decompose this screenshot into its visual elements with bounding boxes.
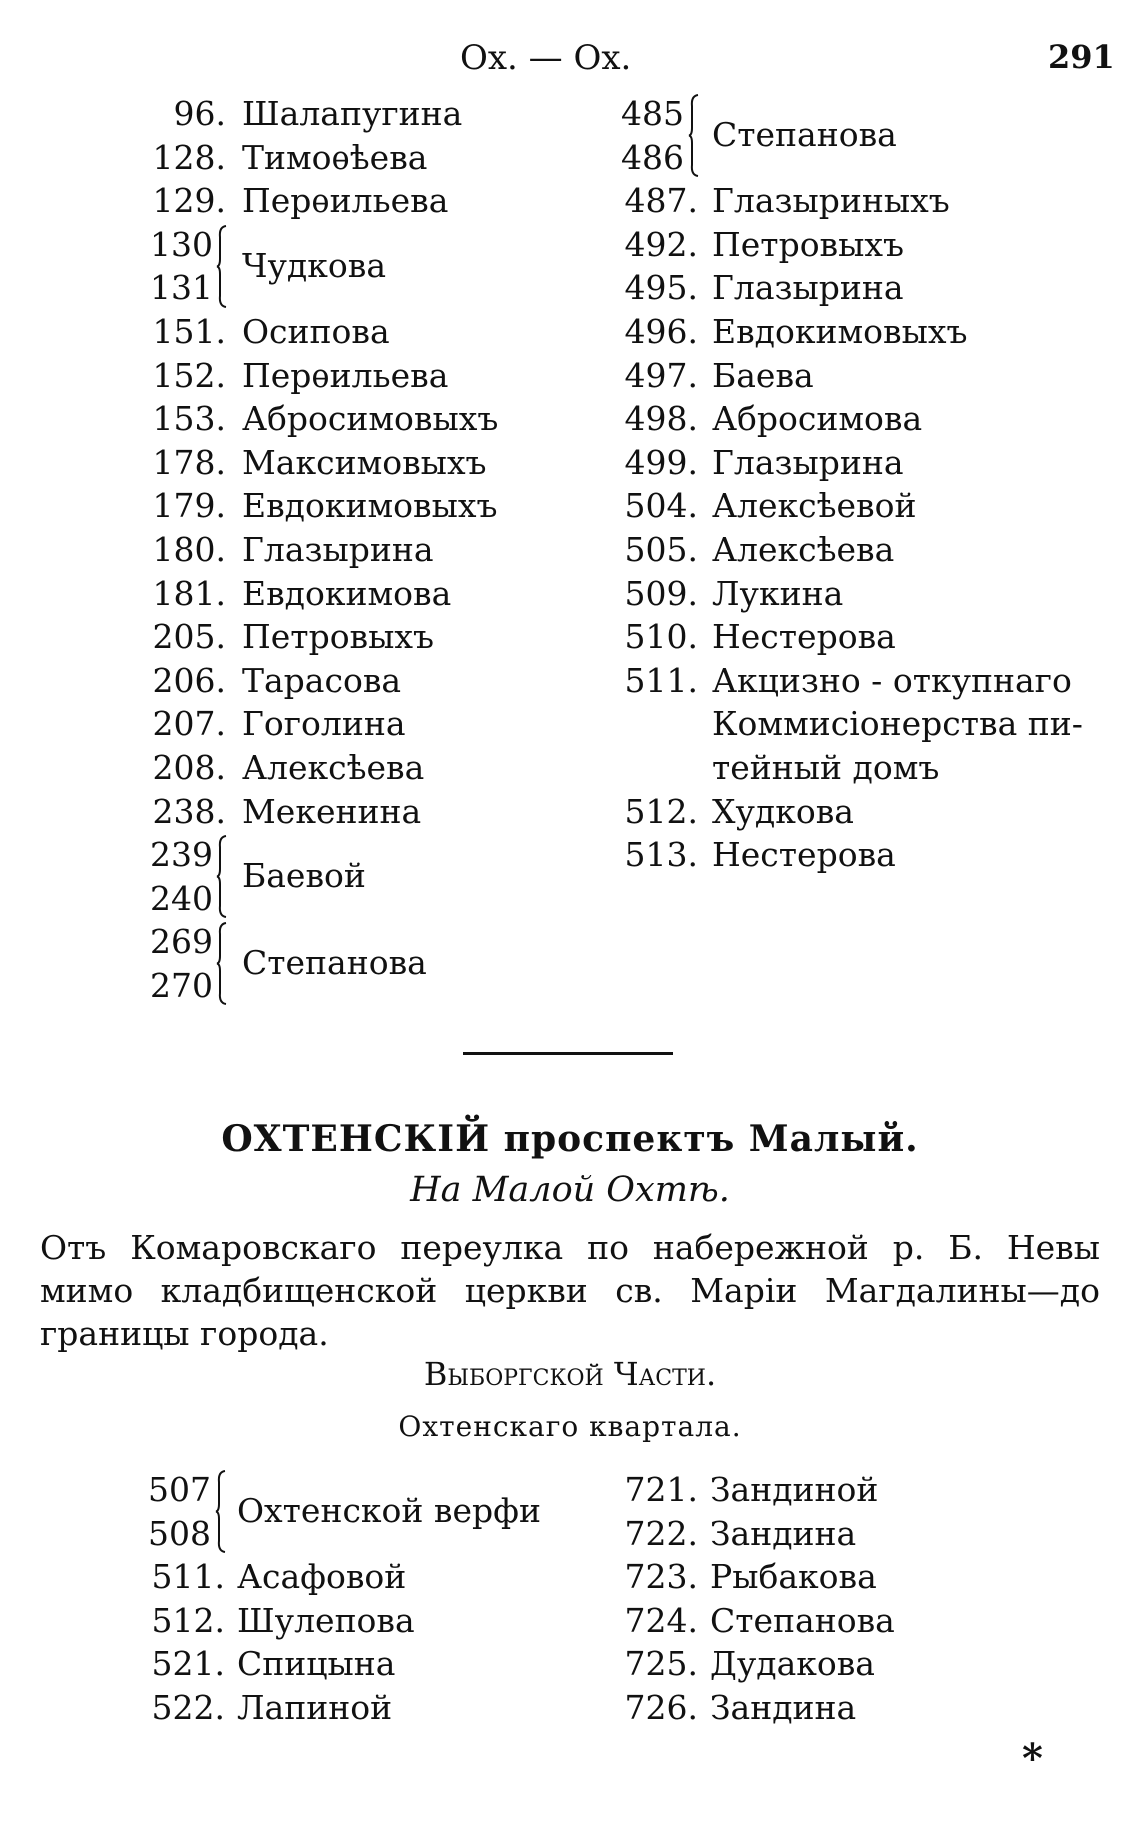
page-header — [0, 38, 1140, 88]
list-item — [150, 310, 390, 354]
house-number: 724. — [624, 1600, 698, 1640]
house-number: 721. — [624, 1470, 698, 1509]
house-number: 722. — [624, 1513, 698, 1553]
list-item — [620, 615, 1083, 659]
house-number: 509. — [624, 573, 698, 613]
owner-name: Степанова — [242, 943, 427, 983]
quarter-heading: Охтенскаго квартала. — [398, 1410, 742, 1443]
house-number: 498. — [624, 399, 698, 439]
district-heading: Выборгской Части. — [423, 1355, 717, 1393]
list-item — [150, 702, 406, 746]
list-item — [150, 746, 425, 790]
owner-name: Тимоѳѣева — [242, 137, 428, 177]
owner-name: Евдокимовыхъ — [712, 311, 968, 351]
house-number: 726. — [624, 1687, 698, 1727]
brace-icon — [216, 922, 230, 1005]
list-item — [150, 397, 499, 441]
list-item — [620, 441, 1083, 485]
house-number: 151. — [152, 311, 226, 351]
house-number: 513. — [624, 835, 698, 875]
brace-icon — [688, 94, 702, 177]
section-divider — [463, 1052, 673, 1055]
list-item — [150, 441, 487, 485]
list-item — [150, 572, 452, 616]
list-bottom-left — [145, 1468, 541, 1730]
house-number: 725. — [624, 1644, 698, 1684]
house-number: 510. — [624, 617, 698, 657]
house-number: 511. — [624, 660, 698, 700]
owner-name: Нестерова — [712, 617, 896, 657]
list-item — [618, 1512, 857, 1556]
list-item — [150, 484, 498, 528]
list-item — [620, 659, 1083, 703]
owner-name-continued: Коммисiонерства пи- — [712, 704, 1083, 744]
house-number: 507 — [148, 1470, 211, 1509]
list-item — [620, 223, 1083, 267]
owner-name: Осипова — [242, 311, 390, 351]
owner-name: Евдокимова — [242, 573, 452, 613]
group-numbers — [620, 92, 684, 179]
entry-group — [150, 833, 366, 920]
house-number: 178. — [152, 442, 226, 482]
house-number: 723. — [624, 1557, 698, 1597]
list-item — [150, 179, 449, 223]
house-number: 179. — [152, 486, 226, 526]
house-number: 153. — [152, 399, 226, 439]
house-number: 511. — [151, 1557, 225, 1597]
owner-name: Нестерова — [712, 835, 896, 875]
list-item — [618, 1599, 895, 1643]
house-number: 131 — [150, 268, 213, 308]
house-number: 504. — [624, 486, 698, 526]
house-number: 130 — [150, 224, 213, 264]
owner-name: Глазырина — [242, 529, 434, 569]
house-number: 522. — [151, 1687, 225, 1727]
entry-group — [620, 92, 1083, 179]
house-number: 487. — [624, 181, 698, 221]
house-number: 496. — [624, 311, 698, 351]
list-item — [150, 528, 434, 572]
list-item — [620, 833, 1083, 877]
owner-name: Дудакова — [710, 1644, 875, 1684]
house-number: 181. — [152, 573, 226, 613]
house-number: 240 — [150, 878, 213, 918]
owner-name: Спицына — [237, 1644, 396, 1684]
owner-name: Перѳильева — [242, 181, 449, 221]
list-item — [620, 572, 1083, 616]
list-item — [618, 1468, 879, 1512]
list-item — [620, 528, 1083, 572]
list-item — [145, 1686, 393, 1730]
footer-asterisk: * — [1022, 1735, 1043, 1782]
list-bottom-right — [618, 1468, 895, 1730]
list-item — [618, 1642, 875, 1686]
owner-name: Зандина — [710, 1687, 857, 1727]
page-number: 291 — [1048, 38, 1115, 76]
owner-name: Алексѣева — [242, 747, 425, 787]
list-item — [150, 615, 435, 659]
owner-name: Петровыхъ — [242, 617, 435, 657]
entry-group — [150, 223, 386, 310]
owner-name: Алексѣева — [712, 529, 895, 569]
running-title: Ох. — Ох. — [460, 38, 632, 78]
entry-group — [150, 920, 427, 1007]
owner-name: Гоголина — [242, 704, 406, 744]
owner-name: Зандина — [710, 1513, 857, 1553]
list-item — [150, 136, 428, 180]
house-number: 508 — [148, 1513, 211, 1553]
owner-name: Глазырина — [712, 268, 904, 308]
house-number: 207. — [152, 704, 226, 744]
owner-name: Рыбакова — [710, 1557, 877, 1597]
owner-name: Баева — [712, 355, 814, 395]
house-number: 495. — [624, 268, 698, 308]
owner-name: Зандиной — [710, 1470, 879, 1509]
owner-name: Евдокимовыхъ — [242, 486, 498, 526]
house-number: 208. — [152, 747, 226, 787]
entry-group — [145, 1468, 541, 1555]
list-item — [620, 310, 1083, 354]
house-number: 505. — [624, 529, 698, 569]
group-numbers — [145, 1468, 211, 1555]
owner-name: Худкова — [712, 791, 854, 831]
house-number: 239 — [150, 835, 213, 875]
list-item — [150, 354, 449, 398]
list-item — [620, 266, 1083, 310]
owner-name: Глазырина — [712, 442, 904, 482]
street-title: ОХТЕНСКІЙ проспектъ Малый. — [221, 1118, 919, 1160]
owner-name-continued: тейный домъ — [712, 747, 940, 787]
owner-name: Мекенина — [242, 791, 422, 831]
owner-name: Лукина — [712, 573, 844, 613]
list-item — [145, 1599, 415, 1643]
owner-name: Лапиной — [237, 1687, 393, 1727]
house-number: 129. — [152, 181, 226, 221]
house-number: 206. — [152, 660, 226, 700]
owner-name: Охтенской верфи — [237, 1491, 541, 1530]
list-item — [150, 92, 463, 136]
list-item — [620, 354, 1083, 398]
owner-name: Акцизно - откупнаго — [712, 660, 1072, 700]
owner-name: Степанова — [712, 115, 897, 154]
list-item — [150, 790, 422, 834]
list-top-right — [620, 92, 1083, 877]
brace-icon — [215, 1470, 229, 1553]
group-numbers — [150, 833, 212, 920]
brace-icon — [216, 225, 230, 308]
owner-name: Абросимовыхъ — [242, 399, 499, 439]
house-number: 152. — [152, 355, 226, 395]
group-numbers — [150, 920, 212, 1007]
house-number: 512. — [151, 1600, 225, 1640]
list-item — [150, 659, 402, 703]
house-number: 128. — [152, 137, 226, 177]
owner-name: Степанова — [710, 1600, 895, 1640]
owner-name: Глазыриныхъ — [712, 181, 950, 221]
house-number: 485 — [621, 94, 684, 133]
house-number: 486 — [621, 137, 684, 177]
street-location: На Малой Охтѣ. — [410, 1170, 730, 1210]
house-number: 499. — [624, 442, 698, 482]
house-number: 96. — [173, 94, 226, 133]
group-numbers — [150, 223, 212, 310]
list-item — [618, 1555, 877, 1599]
street-description: Отъ Комаровскаго переулка по набережной р. Б. Невы мимо кладбищенской церкви св. Марiи Магдалины—до границы города. — [40, 1228, 1100, 1353]
list-item — [620, 790, 1083, 834]
house-number: 238. — [152, 791, 226, 831]
owner-name: Баевой — [242, 856, 366, 896]
owner-name: Шалапугина — [242, 94, 463, 133]
owner-name: Асафовой — [237, 1557, 407, 1597]
list-item — [618, 1686, 857, 1730]
house-number: 270 — [150, 965, 213, 1005]
brace-icon — [216, 835, 230, 918]
house-number: 521. — [151, 1644, 225, 1684]
owner-name: Шулепова — [237, 1600, 415, 1640]
house-number: 180. — [152, 529, 226, 569]
owner-name: Петровыхъ — [712, 224, 905, 264]
list-item — [620, 397, 1083, 441]
list-item — [145, 1555, 407, 1599]
owner-name: Алексѣевой — [712, 486, 917, 526]
owner-name: Абросимова — [712, 399, 923, 439]
house-number: 205. — [152, 617, 226, 657]
house-number: 492. — [624, 224, 698, 264]
house-number: 497. — [624, 355, 698, 395]
house-number: 269 — [150, 922, 213, 962]
list-item — [620, 484, 1083, 528]
owner-name: Перѳильева — [242, 355, 449, 395]
owner-name: Тарасова — [242, 660, 402, 700]
house-number: 512. — [624, 791, 698, 831]
owner-name: Максимовыхъ — [242, 442, 487, 482]
list-top-left — [150, 92, 499, 1007]
list-item — [620, 179, 1083, 223]
owner-name: Чудкова — [242, 245, 386, 285]
list-item — [145, 1642, 396, 1686]
